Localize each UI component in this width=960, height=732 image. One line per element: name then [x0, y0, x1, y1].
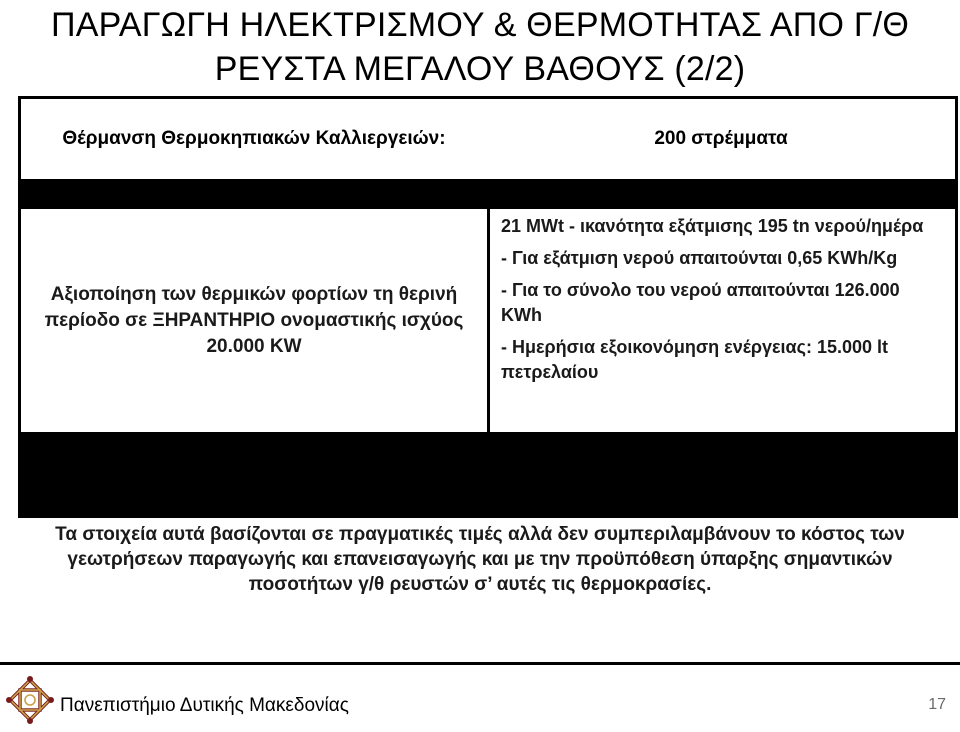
dryer-details: [487, 209, 955, 432]
table-row-dryer: [21, 209, 955, 432]
knot-logo-icon: [6, 676, 54, 724]
info-table: [18, 96, 958, 518]
dryer-detail-energy-per-kg: - Για εξάτμιση νερού απαιτούνται 0,65 KWh/Kg: [501, 248, 898, 268]
university-name: Πανεπιστήμιο Δυτικής Μακεδονίας: [60, 695, 349, 716]
dryer-description-text: Αξιοποίηση των θερμικών φορτίων τη θερινή περίοδο σε ΞΗΡΑΝΤΗΡΙΟ ονομαστικής ισχύος 20.000 KW: [44, 283, 464, 357]
dryer-description: [21, 209, 487, 432]
table-row-greenhouse: [21, 99, 955, 179]
title-line-1: ΠΑΡΑΓΩΓΗ ΗΛΕΚΤΡΙΣΜΟΥ & ΘΕΡΜΟΤΗΤΑΣ ΑΠΟ Γ/Θ: [50, 6, 910, 44]
title-line-2: ΡΕΥΣΤΑ ΜΕΓΑΛΟΥ ΒΑΘΟΥΣ (2/2): [214, 50, 746, 88]
dryer-detail-daily-savings: - Ημερήσια εξοικονόμηση ενέργειας: 15.000 lt πετρελαίου: [501, 337, 888, 382]
dryer-detail-total-energy: - Για το σύνολο του νερού απαιτούνται 126.000 KWh: [501, 280, 900, 325]
footer-divider: [0, 662, 960, 665]
table-bottom-bar: [21, 432, 955, 515]
dryer-detail-capacity: 21 MWt - ικανότητα εξάτμισης 195 tn νερού/ημέρα: [501, 216, 924, 236]
greenhouse-label: Θέρμανση Θερμοκηπιακών Καλλιεργειών:: [62, 128, 446, 149]
greenhouse-value: 200 στρέμματα: [654, 128, 788, 149]
table-separator-bar: [21, 179, 955, 209]
page-number: 17: [928, 696, 946, 713]
disclaimer-note: Τα στοιχεία αυτά βασίζονται σε πραγματικές τιμές αλλά δεν συμπεριλαμβάνουν το κόστος των γεωτρήσεων παραγωγής και επανεισαγωγής και με την προϋπόθεση ύπαρξης σημαντικών ποσοτήτων γ/θ ρευστών σ’ αυτές τις θερμοκρασίες.: [55, 524, 905, 595]
slide-title: [0, 0, 960, 91]
